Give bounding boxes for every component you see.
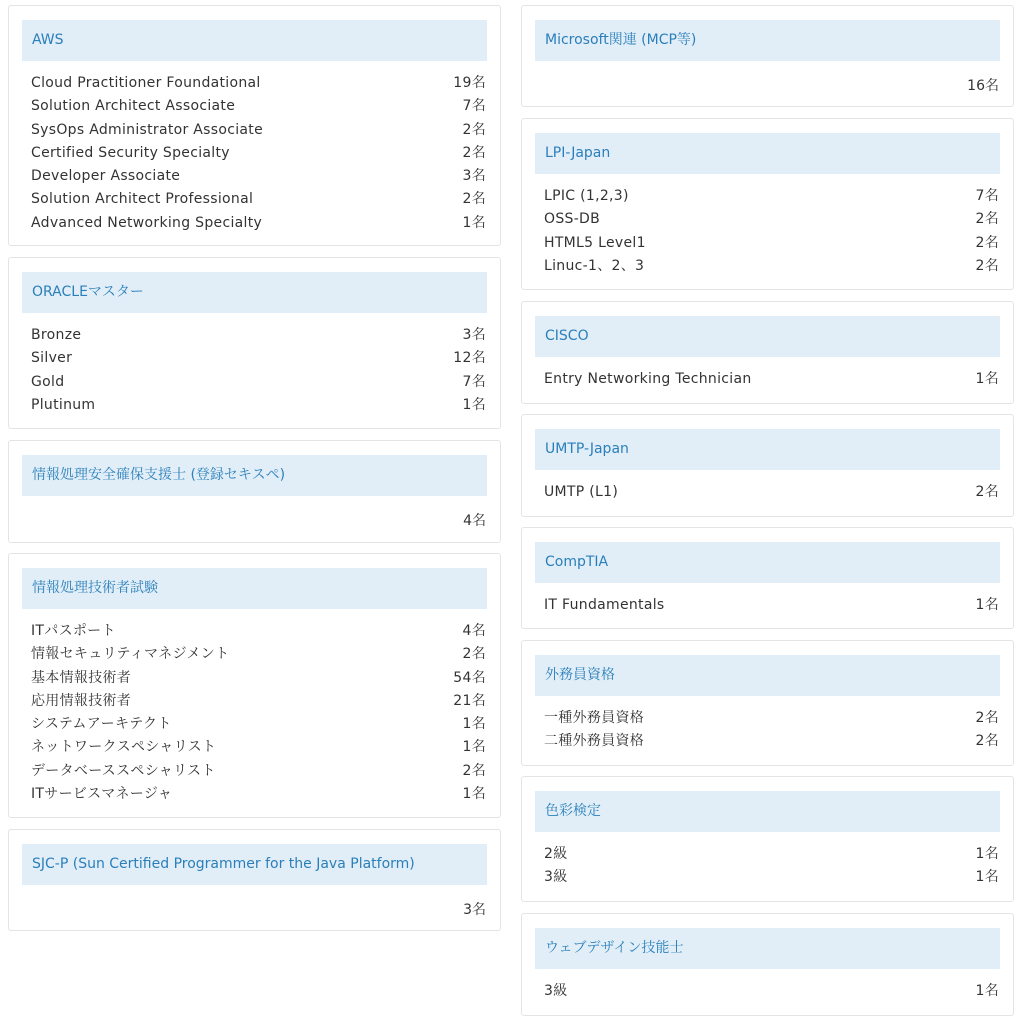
cert-name: Solution Architect Associate [31,98,236,115]
cert-count: 7名 [975,188,999,204]
cert-count: 7名 [462,98,486,115]
cert-card-sjcp [8,829,501,931]
list-item [544,594,999,617]
card-title: CISCO [535,316,1000,357]
list-item [31,667,486,690]
cert-card-web-design [521,913,1014,1016]
cert-count: 2名 [462,191,486,208]
cert-name: LPIC (1,2,3) [544,188,629,204]
cert-name: Certified Security Specialty [31,144,230,161]
cert-count: 21名 [453,692,486,709]
cert-count: 2名 [462,121,486,138]
cert-card-cisco [521,301,1014,404]
list-item [31,347,486,370]
cert-list [544,843,999,890]
cert-list [31,72,486,235]
card-title: UMTP-Japan [535,429,1000,470]
list-item [544,481,999,504]
cert-count: 2名 [975,234,999,251]
cert-name: 3級 [544,869,568,886]
cert-count: 1名 [462,786,486,803]
cert-count: 19名 [453,75,486,91]
cert-name: Gold [31,373,65,390]
list-item [31,72,486,95]
cert-name: SysOps Administrator Associate [31,121,264,138]
cert-list [544,481,999,504]
list-item [544,707,999,730]
cert-name: 基本情報技術者 [31,669,132,686]
cert-name: ITパスポート [31,623,116,639]
cert-count: 1名 [975,597,999,613]
cert-name: OSS-DB [544,211,601,228]
cert-count: 54名 [453,669,486,686]
card-title: 情報処理技術者試験 [22,568,487,609]
list-item [544,843,999,866]
cert-name: Plutinum [31,396,96,413]
cert-name: データベーススペシャリスト [31,762,216,779]
cert-count: 2名 [462,144,486,161]
list-item [31,783,486,806]
list-item [31,620,486,643]
card-title: CompTIA [535,542,1000,583]
card-title: 色彩検定 [535,791,1000,832]
cert-count: 1名 [462,739,486,756]
cert-name: 二種外務員資格 [544,733,645,750]
cert-count: 1名 [975,371,999,387]
cert-count: 3名 [462,327,486,343]
cert-card-microsoft [521,5,1014,107]
list-item [31,736,486,759]
cert-name: 情報セキュリティマネジメント [31,646,230,663]
cert-name: UMTP (L1) [544,484,619,500]
list-item [31,371,486,394]
card-title: SJC-P (Sun Certified Programmer for the Java Platform) [22,844,487,885]
list-item [31,324,486,347]
list-item [544,255,999,278]
cert-name: Advanced Networking Specialty [31,214,263,231]
cert-name: 一種外務員資格 [544,710,645,726]
list-item [544,185,999,208]
cert-name: Developer Associate [31,168,181,185]
cert-count: 2名 [975,710,999,726]
cert-name: 応用情報技術者 [31,692,132,709]
cert-list [544,980,999,1003]
cert-count: 3名 [462,168,486,185]
list-item [544,866,999,889]
cert-count: 2名 [975,257,999,274]
cert-list [544,594,999,617]
list-item [544,980,999,1003]
list-item [31,713,486,736]
list-item [544,232,999,255]
card-title: Microsoft関連 (MCP等) [535,20,1000,61]
cert-count: 2名 [975,733,999,750]
list-item [31,188,486,211]
cert-count: 2名 [462,762,486,779]
cert-name: Solution Architect Professional [31,191,254,208]
card-title: 情報処理安全確保支援士 (登録セキスペ) [22,455,487,496]
cert-list [31,620,486,806]
list-item [544,368,999,391]
cert-count: 7名 [462,373,486,390]
cert-total-count: 16名 [967,78,999,94]
cert-total-count: 3名 [463,902,486,918]
cert-card-riss [8,440,501,543]
cert-name: Linuc-1、2、3 [544,257,645,274]
list-item [31,643,486,666]
cert-count: 1名 [462,396,486,413]
cert-name: システムアーキテクト [31,716,172,733]
cert-total-count: 4名 [463,513,486,529]
card-title: 外務員資格 [535,655,1000,696]
cert-name: Entry Networking Technician [544,371,752,387]
cert-count: 2名 [975,211,999,228]
card-title: ウェブデザイン技能士 [535,928,1000,969]
cert-count: 1名 [975,983,999,999]
list-item [31,212,486,235]
cert-name: IT Fundamentals [544,597,665,613]
list-item [31,690,486,713]
cert-card-ipa-exams [8,553,501,818]
cert-name: ITサービスマネージャ [31,786,173,803]
cert-count: 2名 [462,646,486,663]
list-item [31,95,486,118]
cert-card-umtp-japan [521,414,1014,517]
cert-count: 1名 [462,214,486,231]
card-title: AWS [22,20,487,61]
cert-name: Cloud Practitioner Foundational [31,75,261,91]
list-item [31,119,486,142]
cert-list [544,185,999,278]
cert-name: Bronze [31,327,82,343]
cert-count: 1名 [975,869,999,886]
card-title: ORACLEマスター [22,272,487,313]
cert-name: ネットワークスペシャリスト [31,739,217,756]
cert-card-securities-sales-rep [521,640,1014,766]
cert-count: 1名 [462,716,486,733]
cert-list [544,368,999,391]
cert-card-oracle [8,257,501,429]
cert-count: 2名 [975,484,999,500]
cert-count: 4名 [462,623,486,639]
list-item [31,142,486,165]
list-item [544,730,999,753]
cert-count: 12名 [453,350,486,367]
cert-name: 2級 [544,846,568,862]
cert-card-aws [8,5,501,246]
cert-name: 3級 [544,983,568,999]
cert-list [544,707,999,754]
cert-count: 1名 [975,846,999,862]
cert-card-color-test [521,776,1014,902]
card-title: LPI-Japan [535,133,1000,174]
list-item [544,208,999,231]
cert-card-comptia [521,527,1014,629]
cert-name: Silver [31,350,73,367]
cert-list [31,324,486,417]
list-item [31,165,486,188]
cert-card-lpi-japan [521,118,1014,290]
cert-name: HTML5 Level1 [544,234,646,251]
list-item [31,394,486,417]
list-item [31,760,486,783]
